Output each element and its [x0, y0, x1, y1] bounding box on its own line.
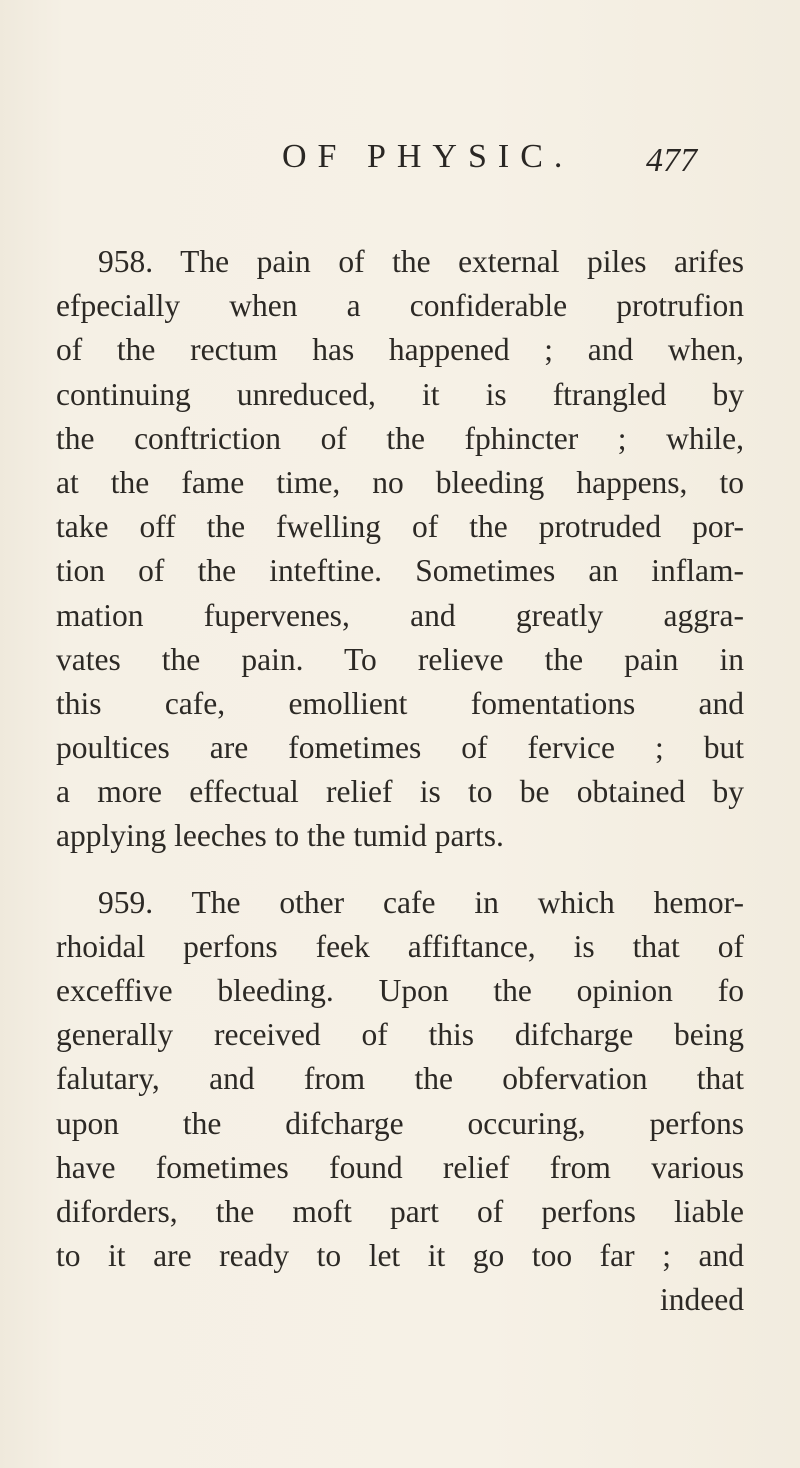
text-line: this cafe, emollient fomentations and [56, 685, 744, 721]
text-line: of the rectum has happened ; and when, [56, 332, 744, 368]
text-line: diforders, the moft part of perfons liable [56, 1193, 744, 1229]
page-number: 477 [646, 142, 697, 179]
text-line: to it are ready to let it go too far ; and [56, 1238, 744, 1274]
text-line: have fometimes found relief from various [56, 1149, 744, 1185]
text-line: vates the pain. To relieve the pain in [56, 641, 744, 677]
text-line: applying leeches to the tumid parts. [56, 818, 504, 854]
catchword: indeed [660, 1282, 744, 1318]
text-line: efpecially when a confiderable protrufion [56, 288, 744, 324]
text-line: at the fame time, no bleeding happens, to [56, 464, 744, 500]
text-line: falutary, and from the obfervation that [56, 1061, 744, 1097]
paragraph-959 [56, 881, 744, 1279]
text-line: generally received of this difcharge being [56, 1017, 744, 1053]
text-line: 958. The pain of the external piles arifes [98, 244, 744, 279]
text-line: 959. The other cafe in which hemor- [98, 884, 744, 920]
running-title: OF PHYSIC. [282, 138, 574, 175]
text-line: rhoidal perfons feek affiftance, is that of [56, 928, 744, 964]
paragraph-gap [56, 859, 744, 881]
text-line: take off the fwelling of the protruded por- [56, 509, 744, 545]
text-line: tion of the inteftine. Sometimes an inflam- [56, 553, 744, 589]
text-line: upon the difcharge occuring, perfons [56, 1105, 744, 1141]
body-text [56, 240, 744, 1323]
paragraph-958 [56, 240, 744, 859]
text-line: the conftriction of the fphincter ; while, [56, 420, 744, 456]
text-line: exceffive bleeding. Upon the opinion fo [56, 973, 744, 1008]
text-line: a more effectual relief is to be obtained by [56, 774, 744, 810]
running-head [0, 138, 800, 178]
text-line: mation fupervenes, and greatly aggra- [56, 597, 744, 633]
text-line: continuing unreduced, it is ftrangled by [56, 376, 744, 412]
text-line: poultices are fometimes of fervice ; but [56, 730, 744, 766]
